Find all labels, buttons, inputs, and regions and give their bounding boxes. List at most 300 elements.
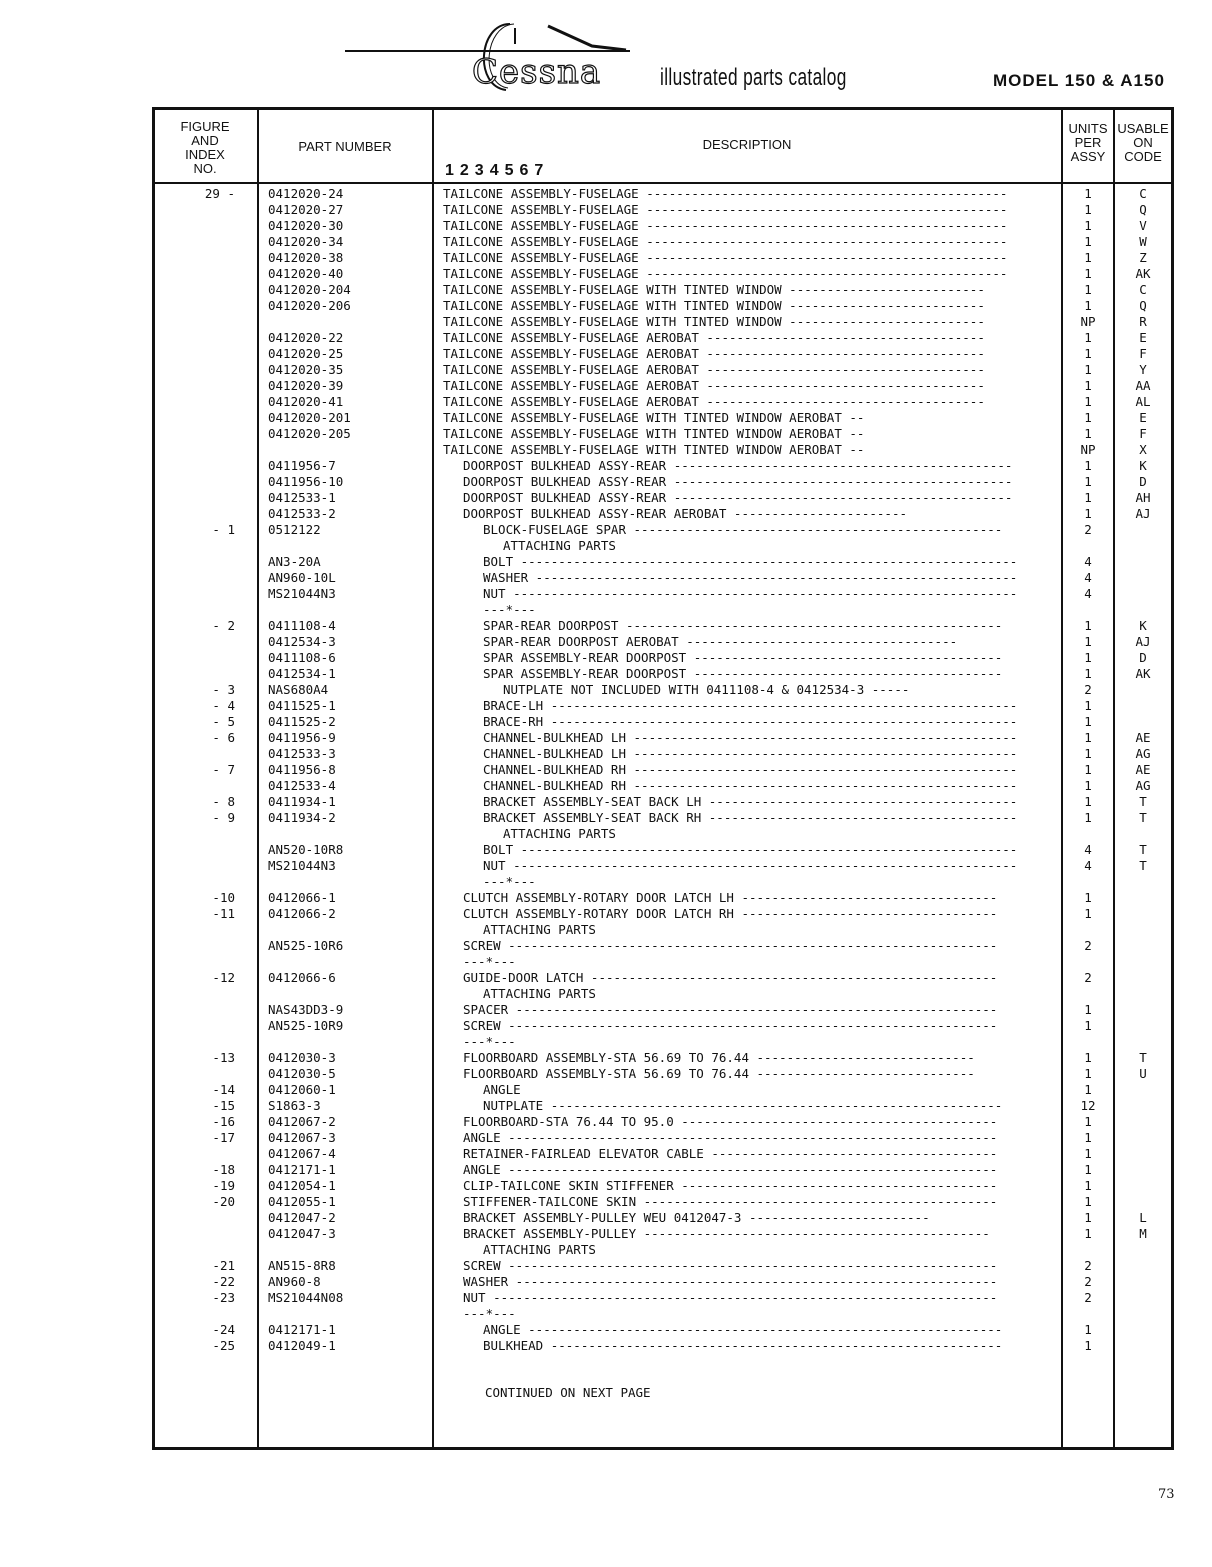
- description: FLOORBOARD-STA 76.44 TO 95.0 ------------------------------------------: [463, 1114, 998, 1129]
- units-per-assy: 1: [1084, 1210, 1092, 1225]
- description: ATTACHING PARTS: [503, 538, 616, 553]
- table-row: [155, 890, 1171, 906]
- figure-index: - 4: [212, 698, 235, 713]
- units-per-assy: NP: [1080, 314, 1096, 329]
- usable-on-code: K: [1139, 618, 1147, 633]
- table-row: [155, 922, 1171, 938]
- table-row: [155, 826, 1171, 842]
- part-number: 0412020-40: [268, 266, 344, 281]
- description: ATTACHING PARTS: [503, 826, 616, 841]
- units-per-assy: 1: [1084, 1082, 1092, 1097]
- description: NUT -------------------------------------------------------------------: [483, 586, 1018, 601]
- part-number: 0412171-1: [268, 1162, 336, 1177]
- usable-on-code: AK: [1135, 666, 1151, 681]
- description: SCREW -----------------------------------------------------------------: [463, 1018, 998, 1033]
- table-row: [155, 426, 1171, 442]
- usable-on-code: V: [1139, 218, 1147, 233]
- description: ---*---: [483, 602, 536, 617]
- units-per-assy: 1: [1084, 890, 1092, 905]
- units-per-assy: 1: [1084, 746, 1092, 761]
- usable-on-code: D: [1139, 474, 1147, 489]
- usable-on-code: C: [1139, 186, 1147, 201]
- description: BOLT ------------------------------------------------------------------: [483, 842, 1018, 857]
- table-row: [155, 970, 1171, 986]
- description: CLIP-TAILCONE SKIN STIFFENER ------------------------------------------: [463, 1178, 998, 1193]
- description: FLOORBOARD ASSEMBLY-STA 56.69 TO 76.44 -----------------------------: [463, 1066, 975, 1081]
- part-number: 0412049-1: [268, 1338, 336, 1353]
- units-per-assy: 1: [1084, 618, 1092, 633]
- description: BRACKET ASSEMBLY-SEAT BACK LH -----------------------------------------: [483, 794, 1018, 809]
- description: TAILCONE ASSEMBLY-FUSELAGE ------------------------------------------------: [443, 202, 1008, 217]
- table-row: [155, 330, 1171, 346]
- table-row: [155, 186, 1171, 202]
- description: BRACKET ASSEMBLY-PULLEY ----------------------------------------------: [463, 1226, 990, 1241]
- table-row: [155, 1082, 1171, 1098]
- figure-index: - 5: [212, 714, 235, 729]
- figure-index: - 6: [212, 730, 235, 745]
- part-number: 0412067-4: [268, 1146, 336, 1161]
- units-per-assy: 1: [1084, 362, 1092, 377]
- table-row: [155, 1130, 1171, 1146]
- part-number: AN960-10L: [268, 570, 336, 585]
- usable-on-code: AE: [1135, 762, 1151, 777]
- table-row: [155, 522, 1171, 538]
- part-number: 0411525-2: [268, 714, 336, 729]
- description: BOLT ------------------------------------------------------------------: [483, 554, 1018, 569]
- part-number: MS21044N3: [268, 858, 336, 873]
- description: FLOORBOARD ASSEMBLY-STA 56.69 TO 76.44 -----------------------------: [463, 1050, 975, 1065]
- part-number: 0411108-6: [268, 650, 336, 665]
- units-per-assy: 1: [1084, 762, 1092, 777]
- usable-on-code: T: [1139, 858, 1147, 873]
- table-row: [155, 618, 1171, 634]
- part-number: 0412054-1: [268, 1178, 336, 1193]
- units-per-assy: 1: [1084, 282, 1092, 297]
- description: SPACER ----------------------------------------------------------------: [463, 1002, 998, 1017]
- part-number: 0411934-1: [268, 794, 336, 809]
- description: ATTACHING PARTS: [483, 922, 596, 937]
- part-number: 0412067-2: [268, 1114, 336, 1129]
- table-row: [155, 266, 1171, 282]
- description: TAILCONE ASSEMBLY-FUSELAGE AEROBAT -------------------------------------: [443, 378, 985, 393]
- part-number: 0412047-2: [268, 1210, 336, 1225]
- units-per-assy: 1: [1084, 186, 1092, 201]
- units-per-assy: 1: [1084, 1322, 1092, 1337]
- description: TAILCONE ASSEMBLY-FUSELAGE WITH TINTED WINDOW AEROBAT --: [443, 442, 865, 457]
- usable-on-code: K: [1139, 458, 1147, 473]
- description: SPAR-REAR DOORPOST --------------------------------------------------: [483, 618, 1003, 633]
- description: TAILCONE ASSEMBLY-FUSELAGE AEROBAT -------------------------------------: [443, 346, 985, 361]
- part-number: 0412030-3: [268, 1050, 336, 1065]
- units-per-assy: 1: [1084, 666, 1092, 681]
- units-per-assy: 1: [1084, 474, 1092, 489]
- usable-on-code: Z: [1139, 250, 1147, 265]
- usable-on-code: F: [1139, 346, 1147, 361]
- table-row: [155, 234, 1171, 250]
- description: BRACE-RH --------------------------------------------------------------: [483, 714, 1018, 729]
- table-row: [155, 1226, 1171, 1242]
- description: CHANNEL-BULKHEAD LH ---------------------------------------------------: [483, 730, 1018, 745]
- units-per-assy: 1: [1084, 458, 1092, 473]
- usable-on-code: D: [1139, 650, 1147, 665]
- part-number: 0412020-30: [268, 218, 344, 233]
- table-row: [155, 458, 1171, 474]
- table-row: [155, 762, 1171, 778]
- part-number: NAS680A4: [268, 682, 329, 697]
- table-row: [155, 202, 1171, 218]
- description: NUT -------------------------------------------------------------------: [483, 858, 1018, 873]
- units-per-assy: 1: [1084, 906, 1092, 921]
- part-number: 0412020-22: [268, 330, 344, 345]
- table-row: [155, 1306, 1171, 1322]
- table-row: [155, 938, 1171, 954]
- units-per-assy: 4: [1084, 554, 1092, 569]
- description: TAILCONE ASSEMBLY-FUSELAGE ------------------------------------------------: [443, 266, 1008, 281]
- table-row: [155, 714, 1171, 730]
- units-per-assy: 1: [1084, 1050, 1092, 1065]
- figure-index: -13: [212, 1050, 235, 1065]
- usable-on-code: AH: [1135, 490, 1151, 505]
- header-figure: FIGURE AND INDEX NO.: [180, 119, 230, 176]
- figure-index: -10: [212, 890, 235, 905]
- figure-index: -14: [212, 1082, 235, 1097]
- usable-on-code: AK: [1135, 266, 1151, 281]
- units-per-assy: 1: [1084, 506, 1092, 521]
- figure-index: - 2: [212, 618, 235, 633]
- usable-on-code: R: [1139, 314, 1147, 329]
- part-number: 0412020-206: [268, 298, 351, 313]
- part-number: 0412020-35: [268, 362, 344, 377]
- part-number: MS21044N08: [268, 1290, 344, 1305]
- part-number: 0412066-2: [268, 906, 336, 921]
- units-per-assy: 1: [1084, 1002, 1092, 1017]
- description: TAILCONE ASSEMBLY-FUSELAGE WITH TINTED WINDOW AEROBAT --: [443, 426, 865, 441]
- table-row: [155, 698, 1171, 714]
- usable-on-code: AG: [1135, 778, 1151, 793]
- table-row: [155, 1178, 1171, 1194]
- units-per-assy: 4: [1084, 570, 1092, 585]
- description: CHANNEL-BULKHEAD LH ---------------------------------------------------: [483, 746, 1018, 761]
- units-per-assy: 1: [1084, 810, 1092, 825]
- table-row: [155, 570, 1171, 586]
- units-per-assy: 1: [1084, 1194, 1092, 1209]
- header-part-number: PART NUMBER: [298, 139, 392, 154]
- description: NUTPLATE NOT INCLUDED WITH 0411108-4 & 0412534-3 -----: [503, 682, 910, 697]
- units-per-assy: 1: [1084, 330, 1092, 345]
- units-per-assy: 1: [1084, 650, 1092, 665]
- figure-index: -25: [212, 1338, 235, 1353]
- part-number: 0411934-2: [268, 810, 336, 825]
- usable-on-code: T: [1139, 842, 1147, 857]
- units-per-assy: NP: [1080, 442, 1096, 457]
- description: SPAR ASSEMBLY-REAR DOORPOST -----------------------------------------: [483, 650, 1003, 665]
- units-per-assy: 1: [1084, 794, 1092, 809]
- table-row: [155, 1274, 1171, 1290]
- part-number: AN960-8: [268, 1274, 321, 1289]
- table-row: [155, 810, 1171, 826]
- table-row: [155, 746, 1171, 762]
- part-number: NAS43DD3-9: [268, 1002, 344, 1017]
- table-row: [155, 1322, 1171, 1338]
- table-row: [155, 794, 1171, 810]
- part-number: 0412066-6: [268, 970, 336, 985]
- usable-on-code: C: [1139, 282, 1147, 297]
- table-row: [155, 490, 1171, 506]
- part-number: 0412020-38: [268, 250, 344, 265]
- header-rule: [155, 182, 1171, 184]
- table-row: [155, 1242, 1171, 1258]
- description: CLUTCH ASSEMBLY-ROTARY DOOR LATCH LH ----------------------------------: [463, 890, 998, 905]
- part-number: 0412020-24: [268, 186, 344, 201]
- description: ATTACHING PARTS: [483, 986, 596, 1001]
- description: ATTACHING PARTS: [483, 1242, 596, 1257]
- units-per-assy: 1: [1084, 778, 1092, 793]
- table-row: [155, 1162, 1171, 1178]
- part-number: 0412020-27: [268, 202, 344, 217]
- part-number: 0512122: [268, 522, 321, 537]
- table-row: [155, 410, 1171, 426]
- description: DOORPOST BULKHEAD ASSY-REAR ---------------------------------------------: [463, 490, 1013, 505]
- description: SCREW -----------------------------------------------------------------: [463, 1258, 998, 1273]
- units-per-assy: 1: [1084, 346, 1092, 361]
- table-row: [155, 394, 1171, 410]
- table-row: [155, 778, 1171, 794]
- description-indent-levels: 1234567: [445, 162, 550, 179]
- usable-on-code: Q: [1139, 298, 1147, 313]
- units-per-assy: 2: [1084, 1274, 1092, 1289]
- units-per-assy: 2: [1084, 1258, 1092, 1273]
- units-per-assy: 2: [1084, 938, 1092, 953]
- usable-on-code: F: [1139, 426, 1147, 441]
- part-number: 0412020-204: [268, 282, 351, 297]
- units-per-assy: 1: [1084, 1178, 1092, 1193]
- usable-on-code: AG: [1135, 746, 1151, 761]
- part-number: 0412020-41: [268, 394, 344, 409]
- units-per-assy: 1: [1084, 1066, 1092, 1081]
- table-row: [155, 1194, 1171, 1210]
- description: TAILCONE ASSEMBLY-FUSELAGE AEROBAT -------------------------------------: [443, 330, 985, 345]
- units-per-assy: 1: [1084, 1338, 1092, 1353]
- units-per-assy: 1: [1084, 218, 1092, 233]
- table-row: [155, 506, 1171, 522]
- table-row: [155, 634, 1171, 650]
- description: BRACKET ASSEMBLY-SEAT BACK RH -----------------------------------------: [483, 810, 1018, 825]
- table-row: [155, 602, 1171, 618]
- figure-index: -20: [212, 1194, 235, 1209]
- part-number: 0411956-8: [268, 762, 336, 777]
- usable-on-code: M: [1139, 1226, 1147, 1241]
- units-per-assy: 1: [1084, 1162, 1092, 1177]
- description: TAILCONE ASSEMBLY-FUSELAGE WITH TINTED WINDOW --------------------------: [443, 314, 985, 329]
- units-per-assy: 1: [1084, 714, 1092, 729]
- description: BLOCK-FUSELAGE SPAR -------------------------------------------------: [483, 522, 1003, 537]
- part-number: 0411956-7: [268, 458, 336, 473]
- catalog-title: illustrated parts catalog: [660, 64, 847, 91]
- table-row: [155, 1066, 1171, 1082]
- units-per-assy: 1: [1084, 426, 1092, 441]
- part-number: 0412055-1: [268, 1194, 336, 1209]
- description: GUIDE-DOOR LATCH ------------------------------------------------------: [463, 970, 998, 985]
- description: ---*---: [463, 1306, 516, 1321]
- figure-index: -22: [212, 1274, 235, 1289]
- figure-index: -18: [212, 1162, 235, 1177]
- part-number: 0412534-3: [268, 634, 336, 649]
- model-label: MODEL 150 & A150: [993, 71, 1165, 90]
- table-row: [155, 282, 1171, 298]
- part-number: 0412030-5: [268, 1066, 336, 1081]
- part-number: 0412067-3: [268, 1130, 336, 1145]
- page-number: 73: [1158, 1487, 1175, 1502]
- units-per-assy: 2: [1084, 1290, 1092, 1305]
- description: ---*---: [463, 1034, 516, 1049]
- units-per-assy: 1: [1084, 490, 1092, 505]
- table-row: [155, 730, 1171, 746]
- part-number: 0412020-39: [268, 378, 344, 393]
- figure-index: - 8: [212, 794, 235, 809]
- table-row: [155, 298, 1171, 314]
- header-units: UNITS PER ASSY: [1068, 121, 1108, 164]
- description: BULKHEAD ------------------------------------------------------------: [483, 1338, 1003, 1353]
- description: TAILCONE ASSEMBLY-FUSELAGE AEROBAT -------------------------------------: [443, 362, 985, 377]
- table-row: [155, 554, 1171, 570]
- header-description: DESCRIPTION: [702, 137, 792, 152]
- brand-wordmark: Cessna: [472, 52, 602, 92]
- table-row: [155, 378, 1171, 394]
- usable-on-code: L: [1139, 1210, 1147, 1225]
- units-per-assy: 2: [1084, 522, 1092, 537]
- table-row: [155, 474, 1171, 490]
- usable-on-code: X: [1139, 442, 1147, 457]
- usable-on-code: Y: [1139, 362, 1147, 377]
- description: DOORPOST BULKHEAD ASSY-REAR ---------------------------------------------: [463, 458, 1013, 473]
- units-per-assy: 1: [1084, 250, 1092, 265]
- description: SCREW -----------------------------------------------------------------: [463, 938, 998, 953]
- table-row: [155, 442, 1171, 458]
- units-per-assy: 4: [1084, 842, 1092, 857]
- table-row: [155, 954, 1171, 970]
- units-per-assy: 1: [1084, 202, 1092, 217]
- part-number: 0411108-4: [268, 618, 336, 633]
- usable-on-code: E: [1139, 410, 1147, 425]
- page-header: [0, 0, 1212, 105]
- units-per-assy: 1: [1084, 378, 1092, 393]
- usable-on-code: AE: [1135, 730, 1151, 745]
- usable-on-code: E: [1139, 330, 1147, 345]
- description: TAILCONE ASSEMBLY-FUSELAGE ------------------------------------------------: [443, 234, 1008, 249]
- part-number: AN525-10R6: [268, 938, 344, 953]
- part-number: 0412066-1: [268, 890, 336, 905]
- usable-on-code: AL: [1135, 394, 1151, 409]
- table-row: [155, 1210, 1171, 1226]
- part-number: AN515-8R8: [268, 1258, 336, 1273]
- units-per-assy: 1: [1084, 1226, 1092, 1241]
- part-number: 0411956-9: [268, 730, 336, 745]
- units-per-assy: 4: [1084, 586, 1092, 601]
- part-number: 0412060-1: [268, 1082, 336, 1097]
- units-per-assy: 1: [1084, 394, 1092, 409]
- table-row: [155, 682, 1171, 698]
- table-row: [155, 362, 1171, 378]
- units-per-assy: 1: [1084, 1114, 1092, 1129]
- table-row: [155, 1034, 1171, 1050]
- figure-index: - 7: [212, 762, 235, 777]
- usable-on-code: AJ: [1135, 634, 1151, 649]
- table-row: [155, 250, 1171, 266]
- part-number: 0412047-3: [268, 1226, 336, 1241]
- description: ANGLE -----------------------------------------------------------------: [463, 1130, 998, 1145]
- part-number: AN3-20A: [268, 554, 321, 569]
- units-per-assy: 1: [1084, 1018, 1092, 1033]
- units-per-assy: 1: [1084, 698, 1092, 713]
- part-number: 0412533-4: [268, 778, 336, 793]
- figure-index: - 9: [212, 810, 235, 825]
- description: SPAR-REAR DOORPOST AEROBAT ------------------------------------: [483, 634, 958, 649]
- table-row: [155, 346, 1171, 362]
- units-per-assy: 4: [1084, 858, 1092, 873]
- figure-index: -16: [212, 1114, 235, 1129]
- description: RETAINER-FAIRLEAD ELEVATOR CABLE --------------------------------------: [463, 1146, 998, 1161]
- continued-note: CONTINUED ON NEXT PAGE: [485, 1385, 651, 1400]
- part-number: 0412020-25: [268, 346, 344, 361]
- description: WASHER ----------------------------------------------------------------: [463, 1274, 998, 1289]
- table-row: [155, 650, 1171, 666]
- usable-on-code: AJ: [1135, 506, 1151, 521]
- description: TAILCONE ASSEMBLY-FUSELAGE ------------------------------------------------: [443, 186, 1008, 201]
- parts-table: [152, 107, 1174, 1450]
- table-row: [155, 1290, 1171, 1306]
- table-row: [155, 1146, 1171, 1162]
- figure-index: -19: [212, 1178, 235, 1193]
- table-row: [155, 874, 1171, 890]
- description: TAILCONE ASSEMBLY-FUSELAGE AEROBAT -------------------------------------: [443, 394, 985, 409]
- part-number: 0412533-1: [268, 490, 336, 505]
- description: WASHER ----------------------------------------------------------------: [483, 570, 1018, 585]
- description: BRACE-LH --------------------------------------------------------------: [483, 698, 1018, 713]
- table-row: [155, 986, 1171, 1002]
- table-row: [155, 1050, 1171, 1066]
- figure-index: -23: [212, 1290, 235, 1305]
- part-number: 0412020-201: [268, 410, 351, 425]
- table-row: [155, 314, 1171, 330]
- description: NUTPLATE ------------------------------------------------------------: [483, 1098, 1003, 1113]
- table-row: [155, 666, 1171, 682]
- table-row: [155, 218, 1171, 234]
- table-row: [155, 1114, 1171, 1130]
- usable-on-code: W: [1139, 234, 1147, 249]
- part-number: 0412171-1: [268, 1322, 336, 1337]
- units-per-assy: 1: [1084, 1146, 1092, 1161]
- description: ANGLE: [483, 1082, 521, 1097]
- figure-index: -24: [212, 1322, 235, 1337]
- part-number: AN520-10R8: [268, 842, 344, 857]
- part-number: S1863-3: [268, 1098, 321, 1113]
- part-number: 0412020-34: [268, 234, 344, 249]
- table-row: [155, 1338, 1171, 1354]
- figure-index: 29 -: [204, 186, 235, 201]
- figure-index: -12: [212, 970, 235, 985]
- description: ---*---: [483, 874, 536, 889]
- figure-index: -11: [212, 906, 235, 921]
- table-row: [155, 842, 1171, 858]
- units-per-assy: 1: [1084, 234, 1092, 249]
- description: ---*---: [463, 954, 516, 969]
- description: ANGLE ---------------------------------------------------------------: [483, 1322, 1003, 1337]
- units-per-assy: 1: [1084, 1130, 1092, 1145]
- figure-index: -15: [212, 1098, 235, 1113]
- usable-on-code: AA: [1135, 378, 1151, 393]
- figure-index: -17: [212, 1130, 235, 1145]
- figure-index: - 1: [212, 522, 235, 537]
